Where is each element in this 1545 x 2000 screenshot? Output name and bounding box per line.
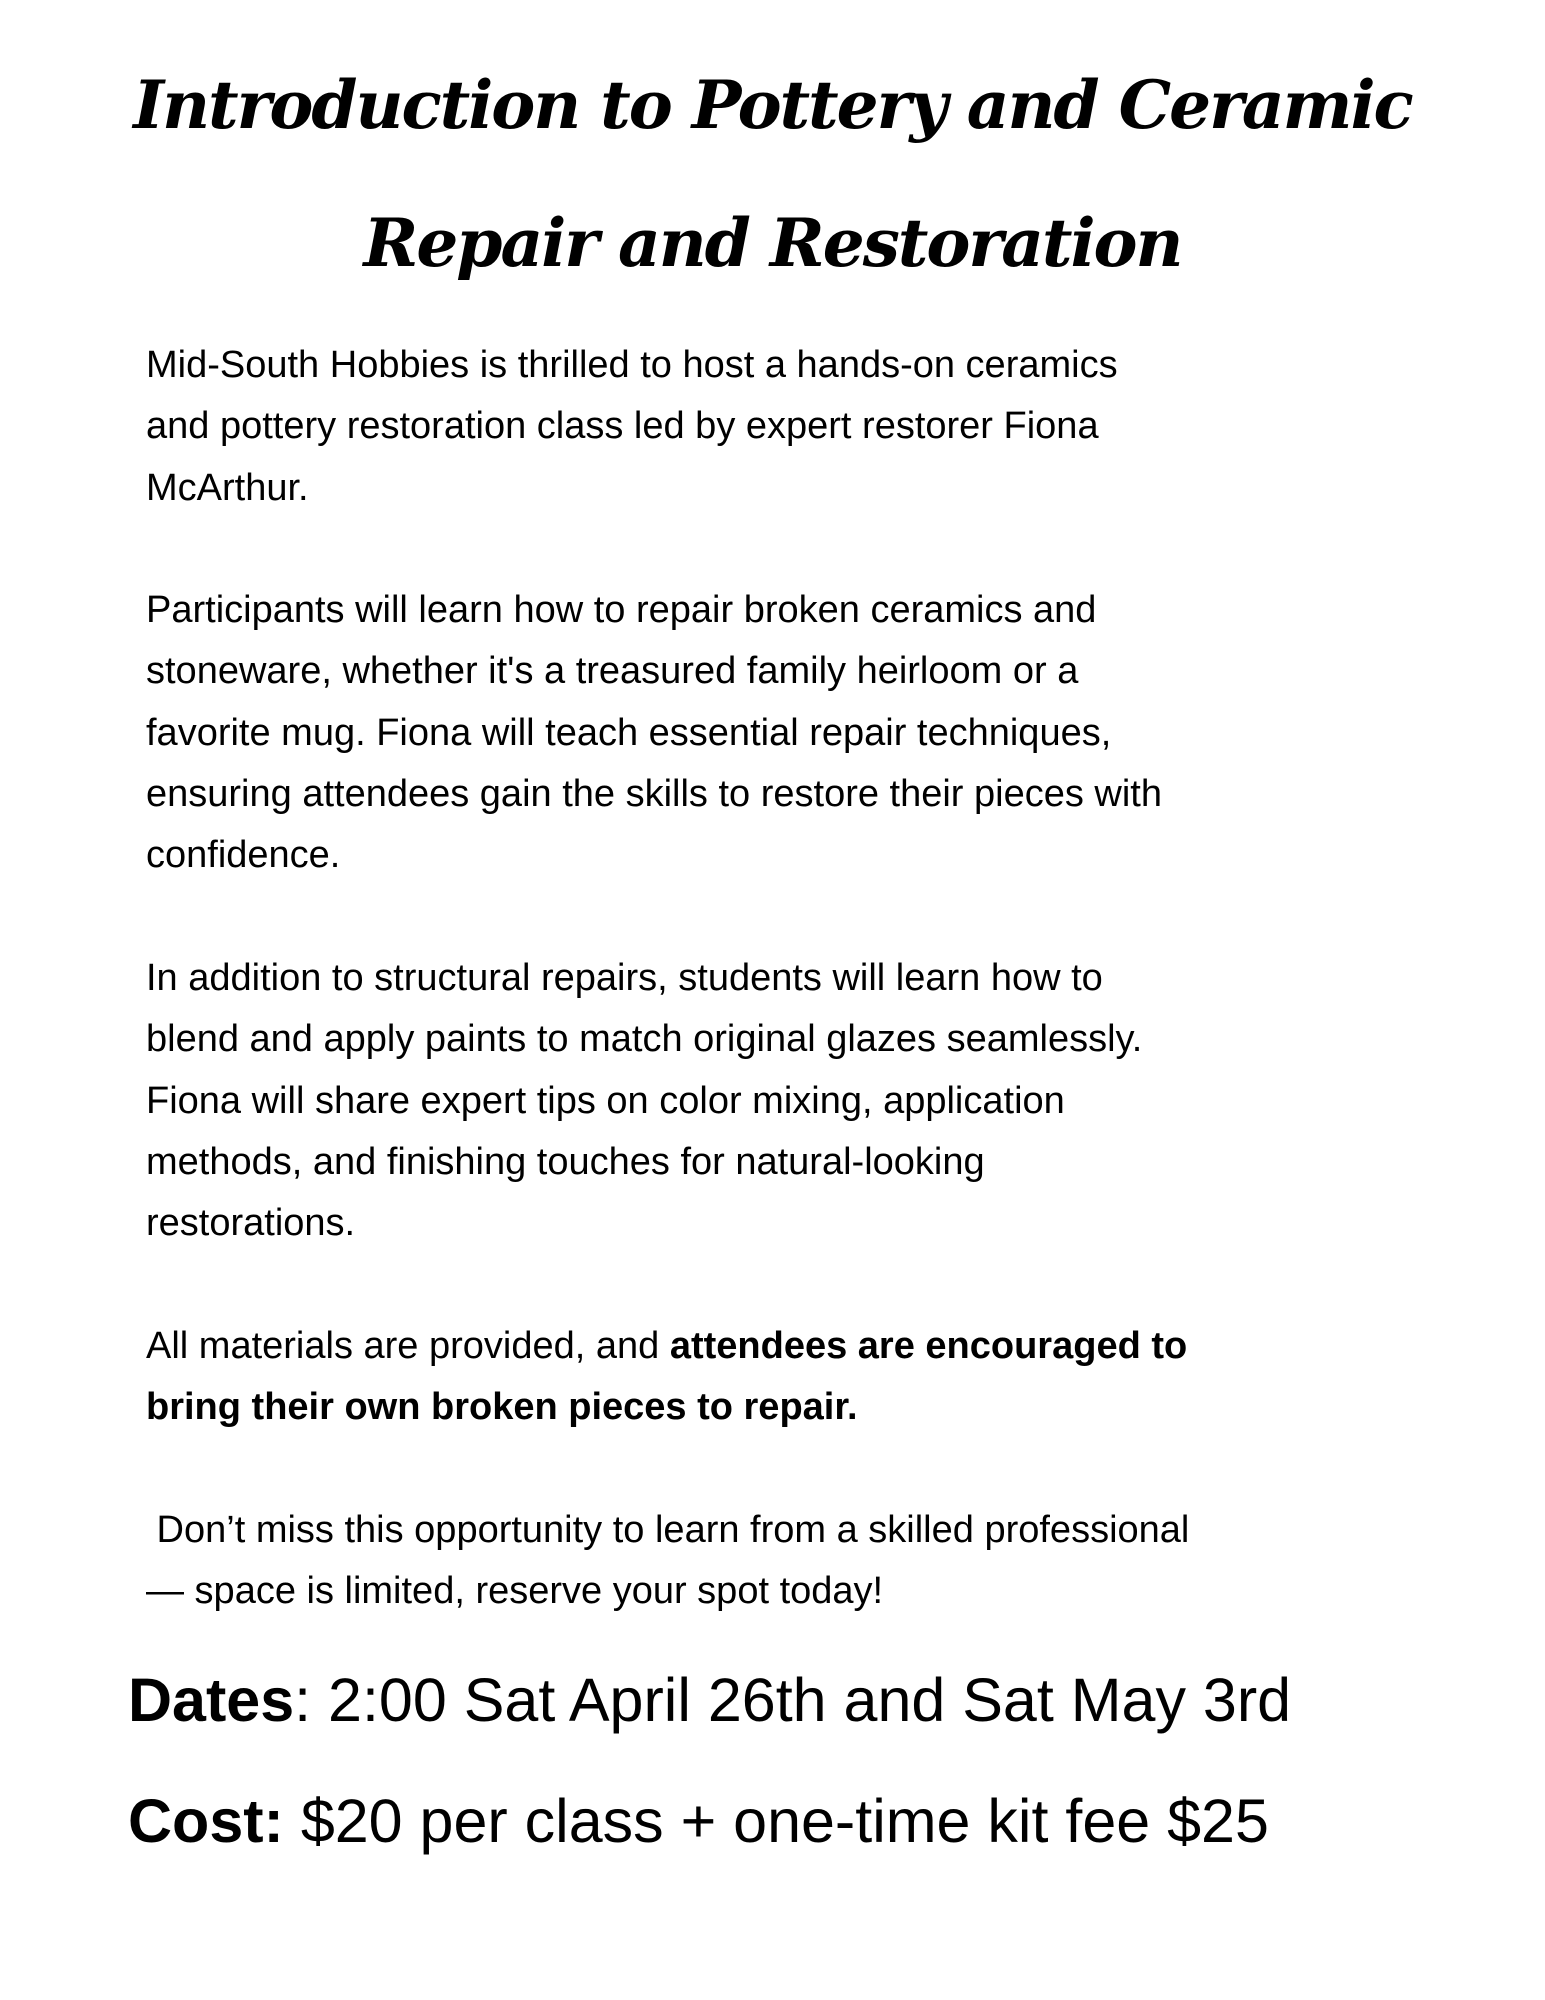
text-bold: bring their own broken pieces to repair. — [146, 1386, 858, 1429]
participants-paragraph — [146, 580, 1446, 886]
title-line: Introduction to Pottery and Ceramic — [133, 66, 1412, 144]
body-text — [146, 335, 1446, 1684]
closing-paragraph — [146, 1500, 1446, 1623]
painting-paragraph — [146, 948, 1446, 1254]
cost-label: Cost: — [128, 1787, 284, 1855]
text-line: stoneware, whether it's a treasured family heirloom or a — [146, 650, 1079, 693]
text-line: methods, and finishing touches for natural-looking — [146, 1140, 985, 1183]
text-line: ensuring attendees gain the skills to restore their pieces with — [146, 773, 1162, 816]
text-line: favorite mug. Fiona will teach essential repair techniques, — [146, 711, 1112, 754]
page-title — [0, 36, 1545, 312]
text-line: Don’t miss this opportunity to learn from a skilled professional — [146, 1508, 1190, 1551]
cost-value: $20 per class + one-time kit fee $25 — [283, 1787, 1269, 1855]
text-line: In addition to structural repairs, students will learn how to — [146, 956, 1103, 999]
materials-paragraph — [146, 1316, 1446, 1439]
text-line: Mid-South Hobbies is thrilled to host a hands-on ceramics — [146, 344, 1118, 386]
text-line: and pottery restoration class led by expert restorer Fiona — [146, 405, 1099, 448]
text-line: Fiona will share expert tips on color mixing, application — [146, 1079, 1065, 1122]
text-line: McArthur. — [146, 466, 309, 509]
text-line: Participants will learn how to repair broken ceramics and — [146, 589, 1097, 632]
text-plain: All materials are provided, and — [146, 1324, 670, 1367]
title-line: Repair and Restoration — [363, 204, 1182, 282]
intro-paragraph — [146, 335, 1446, 519]
text-line: — space is limited, reserve your spot today! — [146, 1569, 884, 1612]
dates-line — [128, 1665, 1291, 1735]
text-line: restorations. — [146, 1202, 356, 1245]
dates-label: Dates — [128, 1666, 295, 1734]
text-line: blend and apply paints to match original glazes seamlessly. — [146, 1018, 1143, 1061]
dates-value: : 2:00 Sat April 26th and Sat May 3rd — [294, 1666, 1292, 1734]
cost-line — [128, 1786, 1269, 1856]
text-bold: attendees are encouraged to — [669, 1324, 1188, 1367]
text-line — [146, 1316, 1446, 1377]
text-line: confidence. — [146, 834, 341, 877]
